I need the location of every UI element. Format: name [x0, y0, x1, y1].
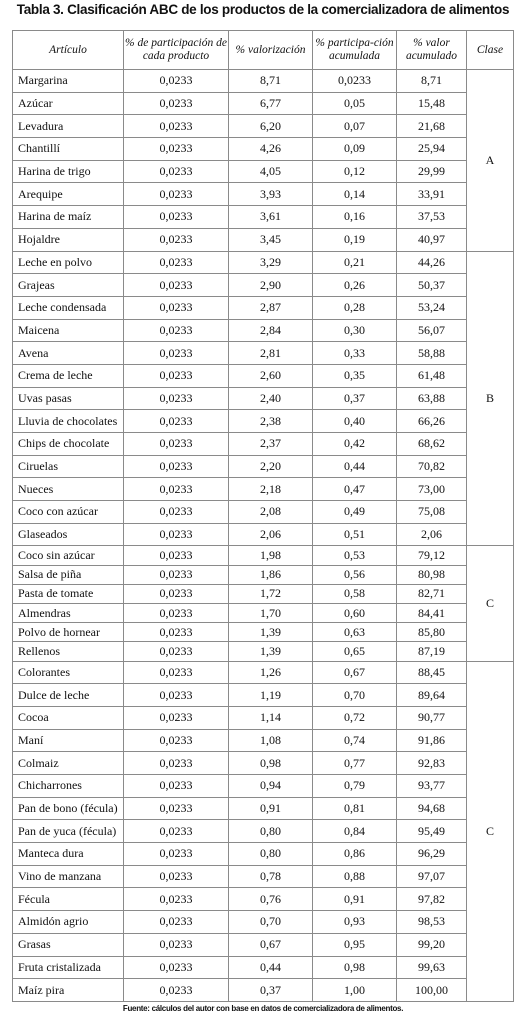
cell-valorizacion: 1,14 — [229, 706, 313, 729]
table-row — [13, 642, 514, 661]
cell-valorizacion: 8,71 — [229, 70, 313, 93]
table-row — [13, 410, 514, 433]
cell-articulo: Coco sin azúcar — [13, 546, 124, 565]
cell-valorizacion: 1,39 — [229, 623, 313, 642]
cell-articulo: Maíz pira — [13, 979, 124, 1002]
cell-part-acum: 0,88 — [313, 865, 397, 888]
cell-valorizacion: 1,39 — [229, 642, 313, 661]
table-row — [13, 433, 514, 456]
cell-articulo: Pan de yuca (fécula) — [13, 820, 124, 843]
cell-articulo: Coco con azúcar — [13, 501, 124, 524]
cell-part-acum: 0,91 — [313, 888, 397, 911]
cell-valorizacion: 3,93 — [229, 183, 313, 206]
cell-valorizacion: 0,94 — [229, 775, 313, 798]
cell-valor-acum: 21,68 — [397, 115, 467, 138]
cell-valor-acum: 29,99 — [397, 160, 467, 183]
cell-part-acum: 0,60 — [313, 604, 397, 623]
cell-participacion: 0,0233 — [124, 623, 229, 642]
cell-valor-acum: 94,68 — [397, 797, 467, 820]
cell-valorizacion: 0,44 — [229, 956, 313, 979]
cell-valor-acum: 58,88 — [397, 342, 467, 365]
header-participacion: % de participación de cada producto — [124, 31, 229, 70]
cell-participacion: 0,0233 — [124, 546, 229, 565]
cell-valor-acum: 99,63 — [397, 956, 467, 979]
cell-part-acum: 0,72 — [313, 706, 397, 729]
cell-valorizacion: 1,26 — [229, 661, 313, 684]
cell-valorizacion: 2,18 — [229, 478, 313, 501]
cell-participacion: 0,0233 — [124, 775, 229, 798]
cell-valor-acum: 88,45 — [397, 661, 467, 684]
table-row — [13, 706, 514, 729]
cell-participacion: 0,0233 — [124, 160, 229, 183]
cell-part-acum: 0,79 — [313, 775, 397, 798]
cell-participacion: 0,0233 — [124, 706, 229, 729]
cell-participacion: 0,0233 — [124, 410, 229, 433]
cell-part-acum: 0,12 — [313, 160, 397, 183]
cell-participacion: 0,0233 — [124, 342, 229, 365]
cell-valor-acum: 96,29 — [397, 843, 467, 866]
cell-part-acum: 0,09 — [313, 138, 397, 161]
source-note: Fuente: cálculos del autor con base en datos de comercializadora de alimentos. — [122, 1004, 404, 1013]
cell-articulo: Almidón agrio — [13, 911, 124, 934]
cell-valorizacion: 0,78 — [229, 865, 313, 888]
table-row — [13, 138, 514, 161]
cell-valor-acum: 25,94 — [397, 138, 467, 161]
cell-valor-acum: 90,77 — [397, 706, 467, 729]
cell-valorizacion: 2,87 — [229, 296, 313, 319]
table-row — [13, 729, 514, 752]
cell-valor-acum: 93,77 — [397, 775, 467, 798]
cell-participacion: 0,0233 — [124, 797, 229, 820]
cell-articulo: Colmaiz — [13, 752, 124, 775]
cell-valor-acum: 100,00 — [397, 979, 467, 1002]
cell-articulo: Grasas — [13, 933, 124, 956]
table-row — [13, 455, 514, 478]
cell-participacion: 0,0233 — [124, 115, 229, 138]
cell-articulo: Leche condensada — [13, 296, 124, 319]
cell-articulo: Rellenos — [13, 642, 124, 661]
table-row — [13, 206, 514, 229]
cell-valorizacion: 0,76 — [229, 888, 313, 911]
cell-valor-acum: 75,08 — [397, 501, 467, 524]
table-header-row — [13, 31, 514, 70]
table-row — [13, 604, 514, 623]
cell-valor-acum: 97,82 — [397, 888, 467, 911]
cell-articulo: Dulce de leche — [13, 684, 124, 707]
cell-valor-acum: 63,88 — [397, 387, 467, 410]
table-row — [13, 364, 514, 387]
cell-clase: C — [467, 546, 514, 661]
cell-articulo: Chips de chocolate — [13, 433, 124, 456]
table-row — [13, 843, 514, 866]
cell-articulo: Hojaldre — [13, 228, 124, 251]
table-row — [13, 228, 514, 251]
cell-valor-acum: 53,24 — [397, 296, 467, 319]
cell-articulo: Arequipe — [13, 183, 124, 206]
cell-valorizacion: 2,20 — [229, 455, 313, 478]
cell-valorizacion: 4,26 — [229, 138, 313, 161]
cell-articulo: Crema de leche — [13, 364, 124, 387]
cell-participacion: 0,0233 — [124, 433, 229, 456]
table-row — [13, 183, 514, 206]
table-row — [13, 623, 514, 642]
cell-articulo: Fécula — [13, 888, 124, 911]
cell-part-acum: 0,37 — [313, 387, 397, 410]
cell-part-acum: 0,67 — [313, 661, 397, 684]
cell-part-acum: 0,74 — [313, 729, 397, 752]
cell-articulo: Fruta cristalizada — [13, 956, 124, 979]
cell-valor-acum: 92,83 — [397, 752, 467, 775]
cell-valor-acum: 98,53 — [397, 911, 467, 934]
abc-classification-table — [12, 30, 514, 1002]
cell-valorizacion: 0,37 — [229, 979, 313, 1002]
header-articulo: Artículo — [13, 31, 124, 70]
cell-part-acum: 0,56 — [313, 565, 397, 584]
cell-clase: C — [467, 661, 514, 1001]
cell-valorizacion: 1,08 — [229, 729, 313, 752]
cell-valor-acum: 33,91 — [397, 183, 467, 206]
cell-part-acum: 0,81 — [313, 797, 397, 820]
cell-articulo: Colorantes — [13, 661, 124, 684]
table-row — [13, 319, 514, 342]
cell-part-acum: 0,26 — [313, 274, 397, 297]
cell-participacion: 0,0233 — [124, 933, 229, 956]
table-row — [13, 911, 514, 934]
table-row — [13, 342, 514, 365]
cell-valorizacion: 0,91 — [229, 797, 313, 820]
cell-valorizacion: 2,08 — [229, 501, 313, 524]
cell-part-acum: 0,98 — [313, 956, 397, 979]
cell-valorizacion: 2,40 — [229, 387, 313, 410]
cell-participacion: 0,0233 — [124, 183, 229, 206]
cell-valorizacion: 1,19 — [229, 684, 313, 707]
cell-valor-acum: 8,71 — [397, 70, 467, 93]
cell-valorizacion: 1,70 — [229, 604, 313, 623]
table-row — [13, 797, 514, 820]
cell-participacion: 0,0233 — [124, 584, 229, 603]
cell-articulo: Polvo de hornear — [13, 623, 124, 642]
table-row — [13, 684, 514, 707]
cell-part-acum: 0,07 — [313, 115, 397, 138]
cell-part-acum: 0,93 — [313, 911, 397, 934]
table-row — [13, 274, 514, 297]
cell-valor-acum: 82,71 — [397, 584, 467, 603]
cell-part-acum: 0,63 — [313, 623, 397, 642]
cell-participacion: 0,0233 — [124, 387, 229, 410]
cell-participacion: 0,0233 — [124, 865, 229, 888]
table-row — [13, 501, 514, 524]
table-row — [13, 546, 514, 565]
cell-participacion: 0,0233 — [124, 604, 229, 623]
cell-participacion: 0,0233 — [124, 956, 229, 979]
table-row — [13, 92, 514, 115]
cell-valor-acum: 70,82 — [397, 455, 467, 478]
cell-part-acum: 0,42 — [313, 433, 397, 456]
cell-valorizacion: 2,90 — [229, 274, 313, 297]
cell-valorizacion: 3,45 — [229, 228, 313, 251]
header-valor-acumulado: % valor acumulado — [397, 31, 467, 70]
cell-part-acum: 0,53 — [313, 546, 397, 565]
cell-valorizacion: 1,72 — [229, 584, 313, 603]
cell-valor-acum: 80,98 — [397, 565, 467, 584]
cell-valor-acum: 50,37 — [397, 274, 467, 297]
cell-part-acum: 0,33 — [313, 342, 397, 365]
cell-articulo: Lluvia de chocolates — [13, 410, 124, 433]
cell-articulo: Uvas pasas — [13, 387, 124, 410]
cell-part-acum: 0,16 — [313, 206, 397, 229]
cell-valor-acum: 99,20 — [397, 933, 467, 956]
cell-valorizacion: 6,20 — [229, 115, 313, 138]
cell-valor-acum: 97,07 — [397, 865, 467, 888]
cell-valor-acum: 68,62 — [397, 433, 467, 456]
cell-part-acum: 0,19 — [313, 228, 397, 251]
cell-participacion: 0,0233 — [124, 661, 229, 684]
cell-part-acum: 0,14 — [313, 183, 397, 206]
cell-valorizacion: 3,29 — [229, 251, 313, 274]
cell-articulo: Leche en polvo — [13, 251, 124, 274]
cell-articulo: Glaseados — [13, 523, 124, 546]
table-row — [13, 933, 514, 956]
cell-part-acum: 0,58 — [313, 584, 397, 603]
cell-participacion: 0,0233 — [124, 684, 229, 707]
cell-valorizacion: 0,80 — [229, 820, 313, 843]
table-row — [13, 661, 514, 684]
cell-articulo: Harina de trigo — [13, 160, 124, 183]
cell-part-acum: 0,51 — [313, 523, 397, 546]
cell-part-acum: 0,35 — [313, 364, 397, 387]
cell-participacion: 0,0233 — [124, 523, 229, 546]
cell-participacion: 0,0233 — [124, 455, 229, 478]
cell-participacion: 0,0233 — [124, 70, 229, 93]
cell-part-acum: 1,00 — [313, 979, 397, 1002]
cell-part-acum: 0,40 — [313, 410, 397, 433]
cell-part-acum: 0,49 — [313, 501, 397, 524]
cell-articulo: Chicharrones — [13, 775, 124, 798]
header-participacion-acumulada: % participa-ción acumulada — [313, 31, 397, 70]
cell-articulo: Levadura — [13, 115, 124, 138]
cell-valorizacion: 6,77 — [229, 92, 313, 115]
cell-valor-acum: 66,26 — [397, 410, 467, 433]
cell-valor-acum: 61,48 — [397, 364, 467, 387]
cell-articulo: Nueces — [13, 478, 124, 501]
table-row — [13, 775, 514, 798]
cell-valorizacion: 2,38 — [229, 410, 313, 433]
cell-valorizacion: 4,05 — [229, 160, 313, 183]
cell-participacion: 0,0233 — [124, 206, 229, 229]
cell-part-acum: 0,84 — [313, 820, 397, 843]
cell-participacion: 0,0233 — [124, 888, 229, 911]
cell-valor-acum: 15,48 — [397, 92, 467, 115]
cell-part-acum: 0,44 — [313, 455, 397, 478]
cell-valor-acum: 95,49 — [397, 820, 467, 843]
table-body — [13, 70, 514, 1002]
cell-valor-acum: 56,07 — [397, 319, 467, 342]
cell-valor-acum: 87,19 — [397, 642, 467, 661]
table-row — [13, 979, 514, 1002]
header-clase: Clase — [467, 31, 514, 70]
cell-part-acum: 0,86 — [313, 843, 397, 866]
cell-part-acum: 0,70 — [313, 684, 397, 707]
cell-valorizacion: 2,37 — [229, 433, 313, 456]
table-title: Tabla 3. Clasificación ABC de los productos de la comercializadora de alimentos — [16, 2, 510, 17]
table-row — [13, 70, 514, 93]
cell-valor-acum: 40,97 — [397, 228, 467, 251]
cell-part-acum: 0,30 — [313, 319, 397, 342]
cell-articulo: Chantillí — [13, 138, 124, 161]
cell-part-acum: 0,05 — [313, 92, 397, 115]
cell-participacion: 0,0233 — [124, 820, 229, 843]
table-row — [13, 865, 514, 888]
cell-valorizacion: 0,70 — [229, 911, 313, 934]
cell-articulo: Harina de maíz — [13, 206, 124, 229]
cell-articulo: Maicena — [13, 319, 124, 342]
cell-valor-acum: 73,00 — [397, 478, 467, 501]
cell-articulo: Maní — [13, 729, 124, 752]
table-row — [13, 565, 514, 584]
table-row — [13, 820, 514, 843]
cell-participacion: 0,0233 — [124, 92, 229, 115]
cell-part-acum: 0,47 — [313, 478, 397, 501]
table-row — [13, 296, 514, 319]
cell-valor-acum: 79,12 — [397, 546, 467, 565]
cell-valorizacion: 2,81 — [229, 342, 313, 365]
table-row — [13, 115, 514, 138]
cell-articulo: Manteca dura — [13, 843, 124, 866]
cell-articulo: Margarina — [13, 70, 124, 93]
table-row — [13, 956, 514, 979]
table-row — [13, 387, 514, 410]
cell-articulo: Vino de manzana — [13, 865, 124, 888]
table-row — [13, 523, 514, 546]
cell-valor-acum: 2,06 — [397, 523, 467, 546]
table-row — [13, 251, 514, 274]
cell-valor-acum: 85,80 — [397, 623, 467, 642]
cell-articulo: Azúcar — [13, 92, 124, 115]
cell-articulo: Almendras — [13, 604, 124, 623]
cell-participacion: 0,0233 — [124, 478, 229, 501]
cell-valorizacion: 2,06 — [229, 523, 313, 546]
cell-participacion: 0,0233 — [124, 752, 229, 775]
cell-valorizacion: 0,80 — [229, 843, 313, 866]
cell-part-acum: 0,21 — [313, 251, 397, 274]
header-valorizacion: % valorización — [229, 31, 313, 70]
cell-articulo: Grajeas — [13, 274, 124, 297]
cell-participacion: 0,0233 — [124, 251, 229, 274]
cell-clase: A — [467, 70, 514, 252]
cell-valorizacion: 2,60 — [229, 364, 313, 387]
table-row — [13, 584, 514, 603]
cell-participacion: 0,0233 — [124, 274, 229, 297]
table-row — [13, 888, 514, 911]
cell-part-acum: 0,28 — [313, 296, 397, 319]
cell-valor-acum: 91,86 — [397, 729, 467, 752]
cell-articulo: Avena — [13, 342, 124, 365]
cell-valorizacion: 1,98 — [229, 546, 313, 565]
cell-part-acum: 0,77 — [313, 752, 397, 775]
cell-participacion: 0,0233 — [124, 364, 229, 387]
cell-valorizacion: 0,98 — [229, 752, 313, 775]
cell-part-acum: 0,95 — [313, 933, 397, 956]
cell-valorizacion: 3,61 — [229, 206, 313, 229]
cell-participacion: 0,0233 — [124, 843, 229, 866]
cell-participacion: 0,0233 — [124, 729, 229, 752]
cell-participacion: 0,0233 — [124, 501, 229, 524]
cell-participacion: 0,0233 — [124, 296, 229, 319]
cell-valor-acum: 84,41 — [397, 604, 467, 623]
table-row — [13, 478, 514, 501]
cell-participacion: 0,0233 — [124, 979, 229, 1002]
cell-participacion: 0,0233 — [124, 565, 229, 584]
cell-articulo: Cocoa — [13, 706, 124, 729]
cell-articulo: Ciruelas — [13, 455, 124, 478]
cell-articulo: Pasta de tomate — [13, 584, 124, 603]
cell-participacion: 0,0233 — [124, 138, 229, 161]
cell-valorizacion: 0,67 — [229, 933, 313, 956]
cell-valor-acum: 37,53 — [397, 206, 467, 229]
cell-clase: B — [467, 251, 514, 546]
cell-valor-acum: 89,64 — [397, 684, 467, 707]
cell-participacion: 0,0233 — [124, 228, 229, 251]
table-row — [13, 160, 514, 183]
cell-part-acum: 0,65 — [313, 642, 397, 661]
table-row — [13, 752, 514, 775]
cell-participacion: 0,0233 — [124, 319, 229, 342]
cell-valorizacion: 1,86 — [229, 565, 313, 584]
cell-part-acum: 0,0233 — [313, 70, 397, 93]
cell-valor-acum: 44,26 — [397, 251, 467, 274]
cell-participacion: 0,0233 — [124, 642, 229, 661]
cell-participacion: 0,0233 — [124, 911, 229, 934]
cell-articulo: Salsa de piña — [13, 565, 124, 584]
cell-valorizacion: 2,84 — [229, 319, 313, 342]
cell-articulo: Pan de bono (fécula) — [13, 797, 124, 820]
